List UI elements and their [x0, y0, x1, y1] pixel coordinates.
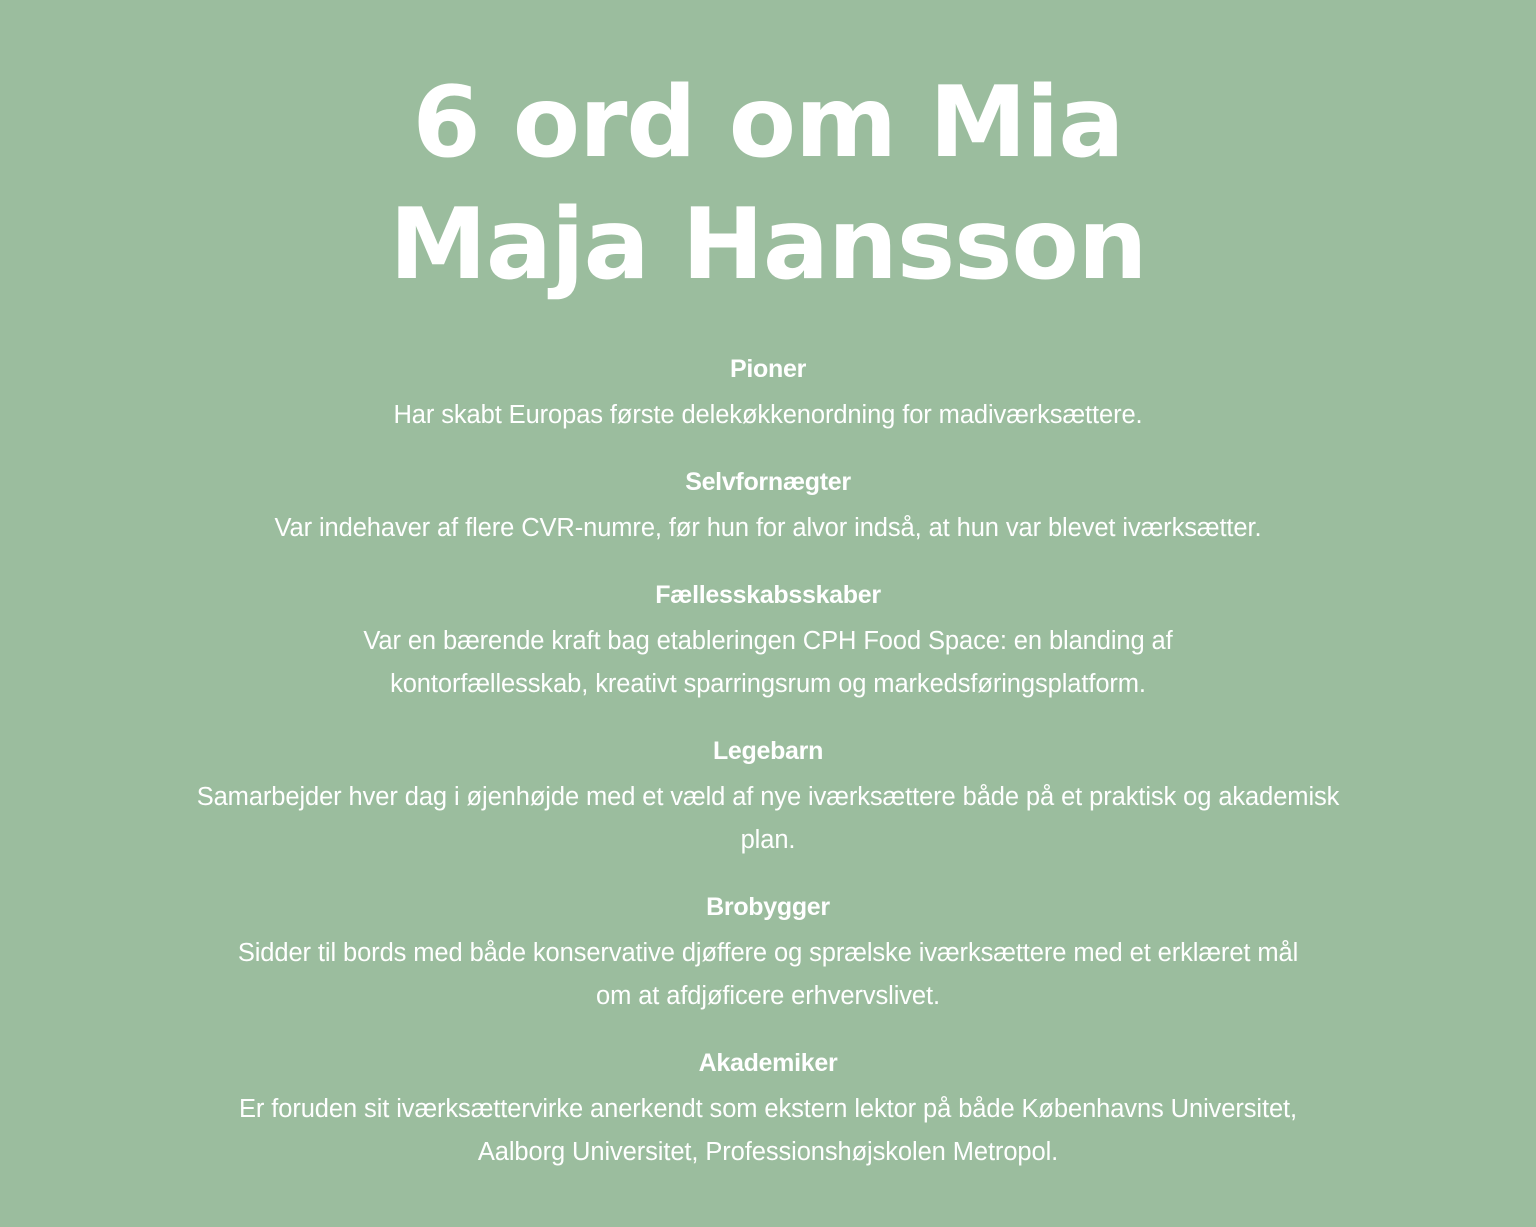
entry-description: Var en bærende kraft bag etableringen CPH Food Space: en blanding af kontorfællesskab, kreativt sparringsrum og markedsføringsplatform.	[363, 627, 1173, 698]
entry-description: Sidder til bords med både konservative djøffere og sprælske iværksættere med et erklæret mål om at afdjøficere erhvervslivet.	[237, 939, 1299, 1010]
word-entry-brobygger	[188, 890, 1348, 1018]
word-entry-pioner	[188, 352, 1348, 437]
word-list	[0, 352, 1536, 1174]
word-entry-faellesskabsskaber	[188, 578, 1348, 706]
entry-heading: Brobygger	[706, 893, 830, 921]
word-entry-selvfornaegter	[188, 465, 1348, 550]
entry-heading: Fællesskabsskaber	[655, 581, 881, 609]
entry-description: Har skabt Europas første delekøkkenordning for madiværksættere.	[393, 401, 1143, 429]
entry-description: Var indehaver af flere CVR-numre, før hun for alvor indså, at hun var blevet iværksætter.	[274, 514, 1262, 542]
entry-heading: Akademiker	[698, 1049, 838, 1077]
entry-heading: Legebarn	[712, 737, 824, 765]
word-entry-akademiker	[188, 1046, 1348, 1174]
page-title: 6 ord om Mia Maja Hansson	[389, 66, 1147, 302]
entry-heading: Pioner	[730, 355, 806, 383]
entry-heading: Selvfornægter	[685, 468, 851, 496]
word-entry-legebarn	[188, 734, 1348, 862]
entry-description: Samarbejder hver dag i øjenhøjde med et væld af nye iværksættere både på et praktisk og akademisk plan.	[196, 783, 1340, 854]
entry-description: Er foruden sit iværksættervirke anerkendt som ekstern lektor på både Københavns Universitet, Aalborg Universitet, Professionshøjskolen Metropol.	[238, 1095, 1298, 1166]
